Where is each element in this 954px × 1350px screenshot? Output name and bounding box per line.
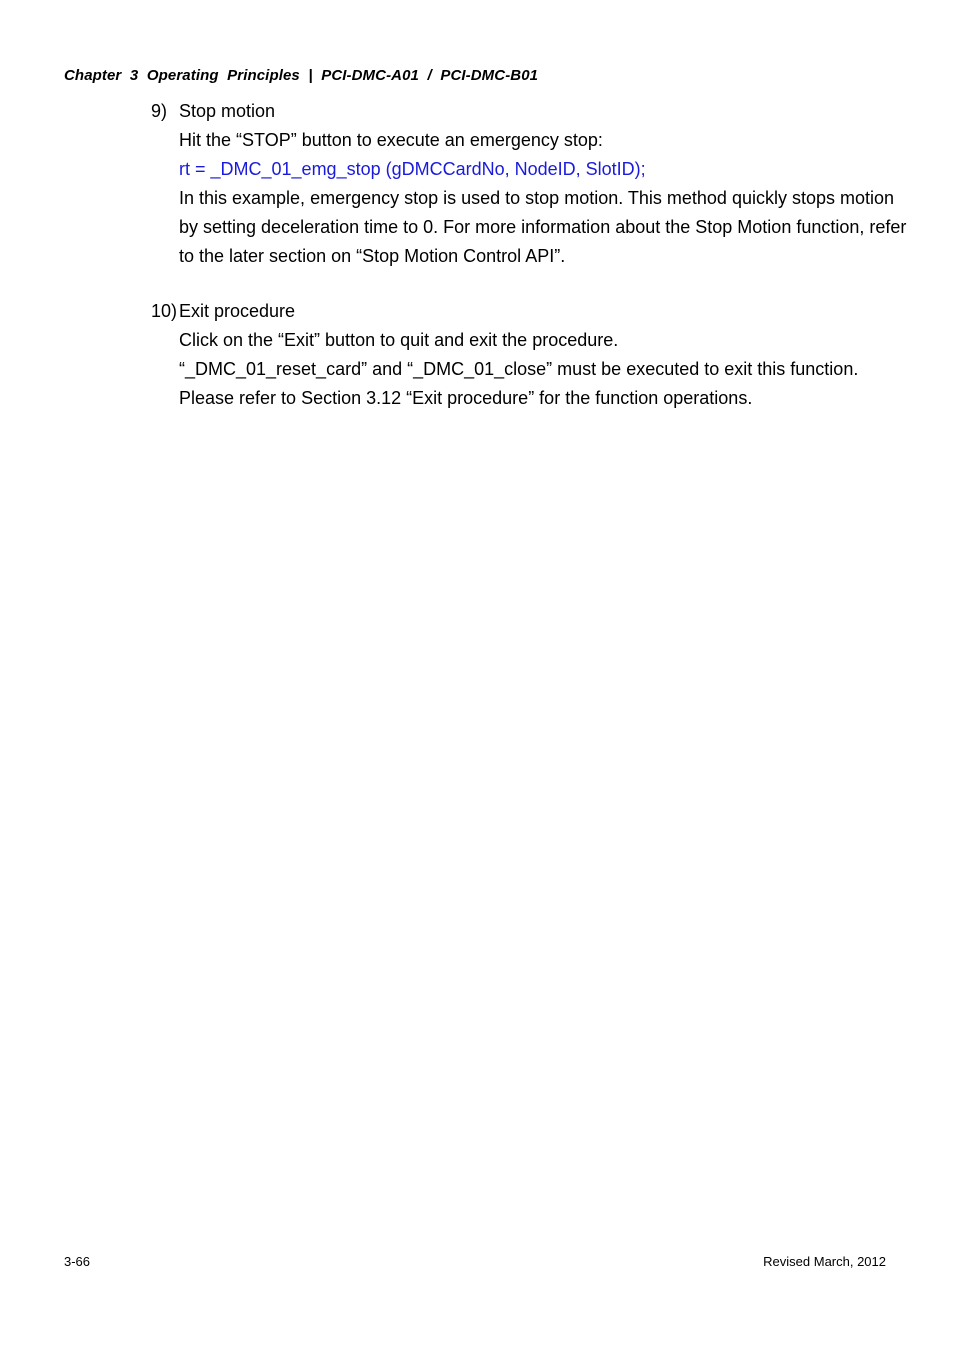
instruction-text: Hit the “STOP” button to execute an emergency stop:: [179, 130, 603, 150]
description-paragraph: In this example, emergency stop is used to stop motion. This method quickly stops motion by setting deceleration time to 0. For more information about the Stop Motion function, refer to the later section on “Stop Motion Control API”.: [179, 188, 907, 266]
list-item-number: 10): [151, 301, 178, 321]
description-paragraph: “_DMC_01_reset_card” and “_DMC_01_close” must be executed to exit this function. Please refer to Section 3.12 “Exit procedure” for the function operations.: [179, 359, 859, 408]
instruction-text: Click on the “Exit” button to quit and exit the procedure.: [179, 330, 619, 350]
list-item-heading: [151, 97, 911, 126]
page-number: 3-66: [64, 1254, 91, 1269]
list-item-heading: [151, 297, 911, 326]
revision-date: Revised March, 2012: [763, 1254, 886, 1269]
list-item-number: 9): [151, 101, 168, 121]
chapter-header: Chapter 3 Operating Principles | PCI-DMC-A01 / PCI-DMC-B01: [64, 67, 539, 84]
list-item-title: Exit procedure: [179, 301, 296, 321]
list-item-body: [151, 126, 911, 271]
list-item-stop-motion: [151, 97, 911, 271]
list-item-exit-procedure: [151, 297, 911, 413]
list-item-title: Stop motion: [179, 101, 276, 121]
code-line: rt = _DMC_01_emg_stop (gDMCCardNo, NodeID, SlotID);: [179, 159, 646, 179]
list-item-body: [151, 326, 911, 413]
